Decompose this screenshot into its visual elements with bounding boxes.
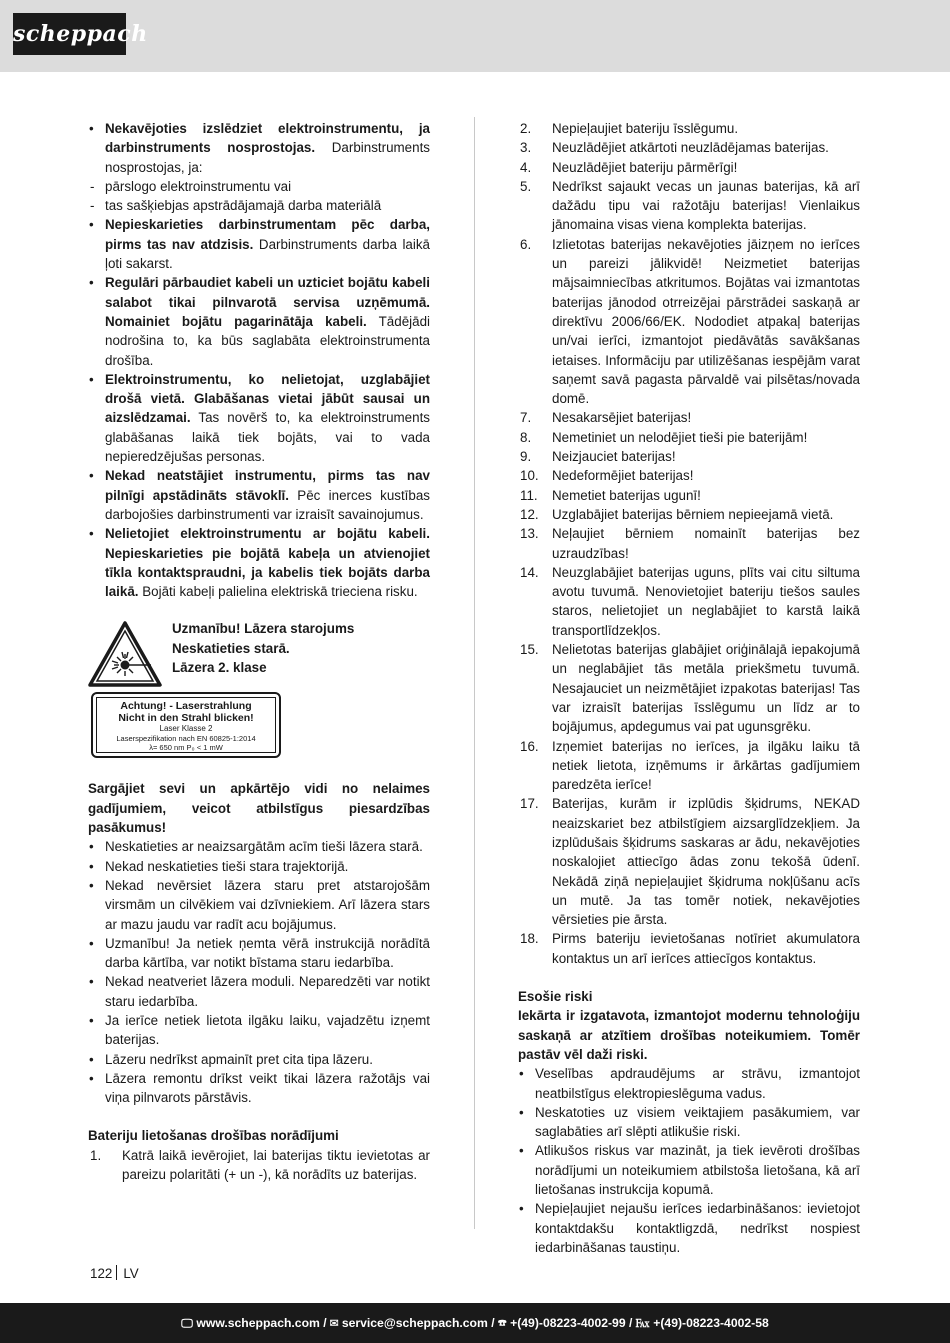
list-item: • Nekad neskatieties tieši stara trajektorijā.	[88, 857, 430, 876]
list-item: • Neskatoties uz visiem veiktajiem pasākumiem, var saglabāties arī slēpti atlikušie riski.	[518, 1103, 860, 1142]
numbered-item: 16. Izņemiet baterijas no ierīces, ja ilgāku laiku tā netiek lietota, izņēmums ir ārkārtas gadījumiem paredzēta ierīce!	[520, 738, 860, 793]
list-item: • Nekad neatstājiet instrumentu, pirms tas nav pilnīgi apstādināts stāvoklī. Pēc inerces kustības darbojošies darbinstrumenti var izraisīt savainojumus.	[88, 466, 430, 524]
numbered-item: 9. Neizjauciet baterijas!	[520, 449, 676, 465]
numbered-item: 5. Nedrīkst sajaukt vecas un jaunas baterijas, kā arī dažādu tipu vai ražotāju baterijas! Vienlaikus jānomaina visas viena komplekta baterijas.	[520, 178, 860, 233]
numbered-item: 18. Pirms bateriju ievietošanas notīriet akumulatora kontaktus un arī ierīces attiecīgos kontaktus.	[520, 931, 860, 966]
list-subitem: - tas sašķiebjas apstrādājamajā darba materiālā	[88, 196, 430, 215]
section-heading: Esošie riski	[518, 989, 593, 1005]
list-item: • Nepieskarieties darbinstrumentam pēc darba, pirms tas nav atdzisis. Darbinstruments darba laikā ļoti sakarst.	[88, 215, 430, 273]
monitor-icon: 🖵	[181, 1316, 193, 1330]
numbered-item: 8. Nemetiniet un nelodējiet tieši pie baterijām!	[520, 429, 808, 445]
numbered-item: 11. Nemetiet baterijas ugunī!	[520, 487, 701, 503]
numbered-list	[518, 119, 860, 968]
right-column	[518, 119, 860, 1257]
column-divider	[474, 117, 475, 1229]
list-item: • Neskatieties ar neaizsargātām acīm tieši lāzera starā.	[88, 837, 430, 856]
numbered-item: 12. Uzglabājiet baterijas bērniem nepieejamā vietā.	[520, 506, 834, 522]
laser-hazard-icon	[88, 621, 162, 687]
section-intro: Iekārta ir izgatavota, izmantojot modernu tehnoloģiju saskaņā ar atzītiem drošības noteikumiem. Tomēr pastāv vēl daži riski.	[518, 1008, 860, 1062]
list-item: • Uzmanību! Ja netiek ņemta vērā instrukcijā norādītā darba kārtība, var notikt bīstama staru iedarbība.	[88, 934, 430, 973]
list-item: • Atlikušos riskus var mazināt, ja tiek ievēroti drošības norādījumi un noteikumiem atbilstoša lietošana, kā arī lietošanas instrukcija kopumā.	[518, 1141, 860, 1199]
list-item: • Nekad nevērsiet lāzera staru pret atstarojošām virsmām un cilvēkiem vai dzīvniekiem. Arī lāzera stars ar mazu jaudu var radīt acu bojājumus.	[88, 876, 430, 934]
list-item: • Veselības apdraudējums ar strāvu, izmantojot neatbilstīgus elektropieslēguma vadus.	[518, 1064, 860, 1103]
list-subitem: - pārslogo elektroinstrumentu vai	[88, 177, 430, 196]
numbered-item: 6. Izlietotas baterijas nekavējoties jāizņem no ierīces un pareizi jālikvidē! Neizmetiet baterijas mājsaimniecības atkritumos. Bojātas vai izmantotas baterijas jānodod otrreizējai pārstrādei saskaņā ar direktīvu 2006/66/EK. Nododiet atpakaļ baterijas un/vai ierīci, izmantojot piedāvātās savākšanas ietaises. Informāciju par utilizēšanas iespējām varat saņemt savā pagasta pārvaldē vai pilsētas/novada domē.	[520, 236, 860, 407]
list-item: • Lāzera remontu drīkst veikt tikai lāzera ražotājs vai viņa pilnvarots pārstāvis.	[88, 1069, 430, 1108]
footer-contact-bar: 🖵 www.scheppach.com / ✉ service@scheppach.com / ☎ +(49)-08223-4002-99 / ℻ +(49)-08223-4002-58	[0, 1303, 950, 1343]
list-item: • Ja ierīce netiek lietota ilgāku laiku, vajadzētu izņemt baterijas.	[88, 1011, 430, 1050]
list-item: • Nepieļaujiet nejaušu ierīces iedarbināšanos: ievietojot kontaktdakšu kontaktligzdā, nedrīkst nospiest iedarbināšanas taustiņu.	[518, 1199, 860, 1257]
numbered-item: 10. Nedeformējiet baterijas!	[520, 468, 694, 484]
numbered-item: 15. Nelietotas baterijas glabājiet oriģinālajā iepakojumā un neglabājiet tās metāla priekšmetu tuvumā. Nesajauciet un neizmētājiet izpakotas baterijas! Tas var izraisīt baterijas īsslēgumu un līdz ar to bojājumus, apdegumus vai pat ugunsgrēku.	[520, 642, 860, 735]
left-column	[88, 119, 430, 1184]
laser-warning-block	[88, 619, 430, 759]
list-item: • Regulāri pārbaudiet kabeli un uzticiet bojātu kabeli salabot tikai pilnvarotā servisa uzņēmumā. Nomainiet bojātu pagarinātāja kabeli. Tādējādi nodrošina to, ka būs saglabāta elektroinstrumenta drošība.	[88, 273, 430, 369]
section-heading: Sargājiet sevi un apkārtējo vidi no nelaimes gadījumiem, veicot atbilstīgus piesardzības pasākumus!	[88, 781, 430, 836]
list-item: • Nekavējoties izslēdziet elektroinstrumentu, ja darbinstruments nosprostojas. Darbinstruments nosprostojas, ja:	[88, 119, 430, 177]
list-item: • Elektroinstrumentu, ko nelietojat, uzglabājiet drošā vietā. Glabāšanas vietai jābūt sausai un aizslēdzamai. Tas novērš to, ka elektroinstruments glabāšanas laikā tiek bojāts, vai to vada nepieredzējušas personas.	[88, 370, 430, 466]
section-heading: Bateriju lietošanas drošības norādījumi	[88, 1128, 339, 1144]
numbered-item: 3. Neuzlādējiet atkārtoti neuzlādējamas baterijas.	[520, 140, 829, 156]
numbered-item: 7. Nesakarsējiet baterijas!	[520, 410, 692, 426]
numbered-item: 1. Katrā laikā ievērojiet, lai baterijas tiktu ievietotas ar pareizu polaritāti (+ un -), kā norādīts uz baterijas.	[90, 1147, 430, 1183]
laser-class-label: Achtung! - Laserstrahlung Nicht in den Strahl blicken! Laser Klasse 2 Laserspezifikation nach EN 60825-1:2014 λ= 650 nm P₀ < 1 mW	[91, 692, 281, 758]
numbered-item: 14. Neuzglabājiet baterijas uguns, plīts vai citu siltuma avotu tuvumā. Nenovietojiet bateriju tiešos saules staros, nelietojiet un neglabājiet to karstā laikā transportlīdzekļos.	[520, 564, 860, 638]
laser-warning-text: Uzmanību! Lāzera starojums Neskatieties starā. Lāzera 2. klase	[172, 621, 355, 676]
numbered-item: 2. Nepieļaujiet bateriju īsslēgumu.	[520, 121, 739, 136]
page-number: 122 LV	[90, 1266, 139, 1281]
numbered-item: 13. Neļaujiet bērniem nomainīt baterijas bez uzraudzības!	[520, 526, 860, 561]
list-item: • Nelietojiet elektroinstrumentu ar bojātu kabeli. Nepieskarieties pie bojātā kabeļa un atvienojiet tīkla kontaktspraudni, ja kabelis tiek bojāts darba laikā. Bojāti kabeļi palielina elektriskā trieciena risku.	[88, 524, 430, 601]
numbered-item: 4. Neuzlādējiet bateriju pārmērīgi!	[520, 159, 738, 175]
brand-logo: scheppach	[13, 13, 126, 55]
header-bar	[0, 0, 950, 72]
list-item: • Nekad neatveriet lāzera moduli. Neparedzēti var notikt staru iedarbība.	[88, 972, 430, 1011]
numbered-item: 17. Baterijas, kurām ir izplūdis šķidrums, NEKAD neaizskariet bez atbilstīgiem aizsarglīdzekļiem. Ja izplūdušais šķidrums saskaras ar ādu, nekavējoties noskalojiet attiecīgo ādas zonu tekošā ūdenī. Nekādā ziņā nepieļaujiet šķidruma nokļūšanu acīs un mutē. Ja tas tomēr notiek, nekavējoties vērsieties pie ārsta.	[520, 796, 860, 928]
list-item: • Lāzeru nedrīkst apmainīt pret cita tipa lāzeru.	[88, 1050, 430, 1069]
